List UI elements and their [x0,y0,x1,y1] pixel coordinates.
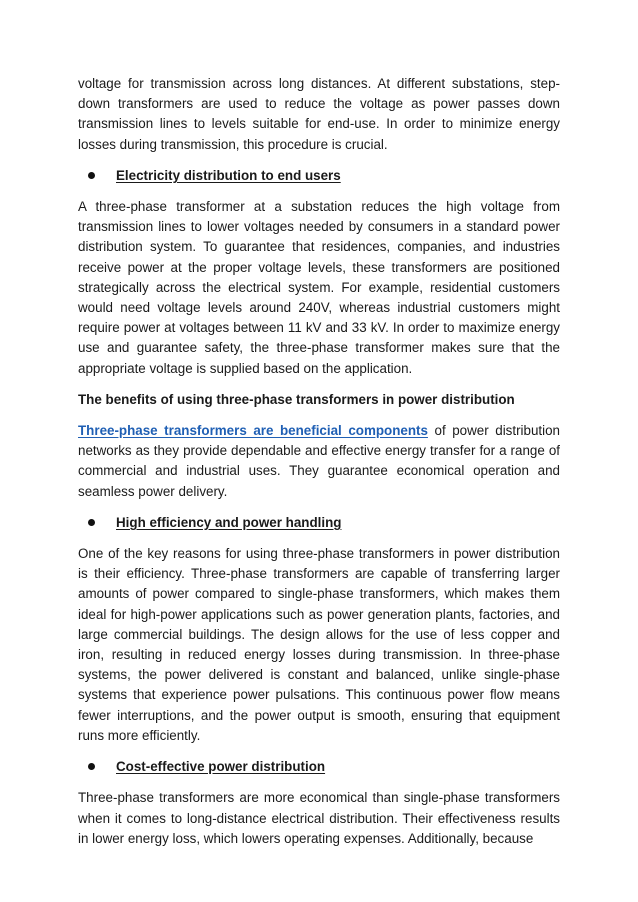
paragraph-efficiency: One of the key reasons for using three-phase transformers in power distribution is their efficiency. Three-phase transformers are capable of transferring larger amounts of power compared to single-phase transformers, which makes them ideal for high-power applications such as power generation plants, factories, and large commercial buildings. The design allows for the use of less copper and iron, resulting in reduced energy losses during transmission. In three-phase systems, the power delivered is constant and balanced, unlike single-phase systems that experience power pulsations. This continuous power flow means fewer interruptions, and the power output is smooth, ensuring that equipment runs more efficiently. [78,546,560,743]
section-heading: The benefits of using three-phase transformers in power distribution [78,391,515,407]
bullet-label: Electricity distribution to end users [116,167,341,183]
bullet-cost-effective [78,757,560,777]
paragraph-distribution: A three-phase transformer at a substation reduces the high voltage from transmission lines to lower voltages needed by consumers in a standard power distribution system. To guarantee that residences, companies, and industries receive power at the proper voltage levels, these transformers are positioned strategically across the electrical system. For example, residential customers would need voltage levels around 240V, whereas industrial customers might require power at voltages between 11 kV and 33 kV. In order to maximize energy use and guarantee safety, the three-phase transformer makes sure that the appropriate voltage is supplied based on the application. [78,199,560,376]
bullet-label: Cost-effective power distribution [116,759,326,775]
bullet-dot-icon [88,519,95,526]
document-page [78,74,560,849]
paragraph-benefits [78,421,560,502]
paragraph-transmission: voltage for transmission across long distances. At different substations, step-down transformers are used to reduce the voltage as power passes down transmission lines to levels suitable for end-use. In order to minimize energy losses during transmission, this procedure is crucial. [78,76,560,152]
paragraph-benefits-text: of power distribution networks as they provide dependable and effective energy transfer for a range of commercial and industrial uses. They guarantee economical operation and seamless power delivery. [78,423,560,499]
bullet-label: High efficiency and power handling [116,514,342,530]
bullet-dot-icon [88,172,95,179]
beneficial-components-link[interactable]: Three-phase transformers are beneficial components [78,423,428,439]
paragraph-cost: Three-phase transformers are more economical than single-phase transformers when it comes to long-distance electrical distribution. Their effectiveness results in lower energy loss, which lowers operating expenses. Additionally, because [78,790,560,846]
bullet-dot-icon [88,763,95,770]
bullet-high-efficiency [78,513,560,533]
bullet-electricity-distribution [78,166,560,186]
